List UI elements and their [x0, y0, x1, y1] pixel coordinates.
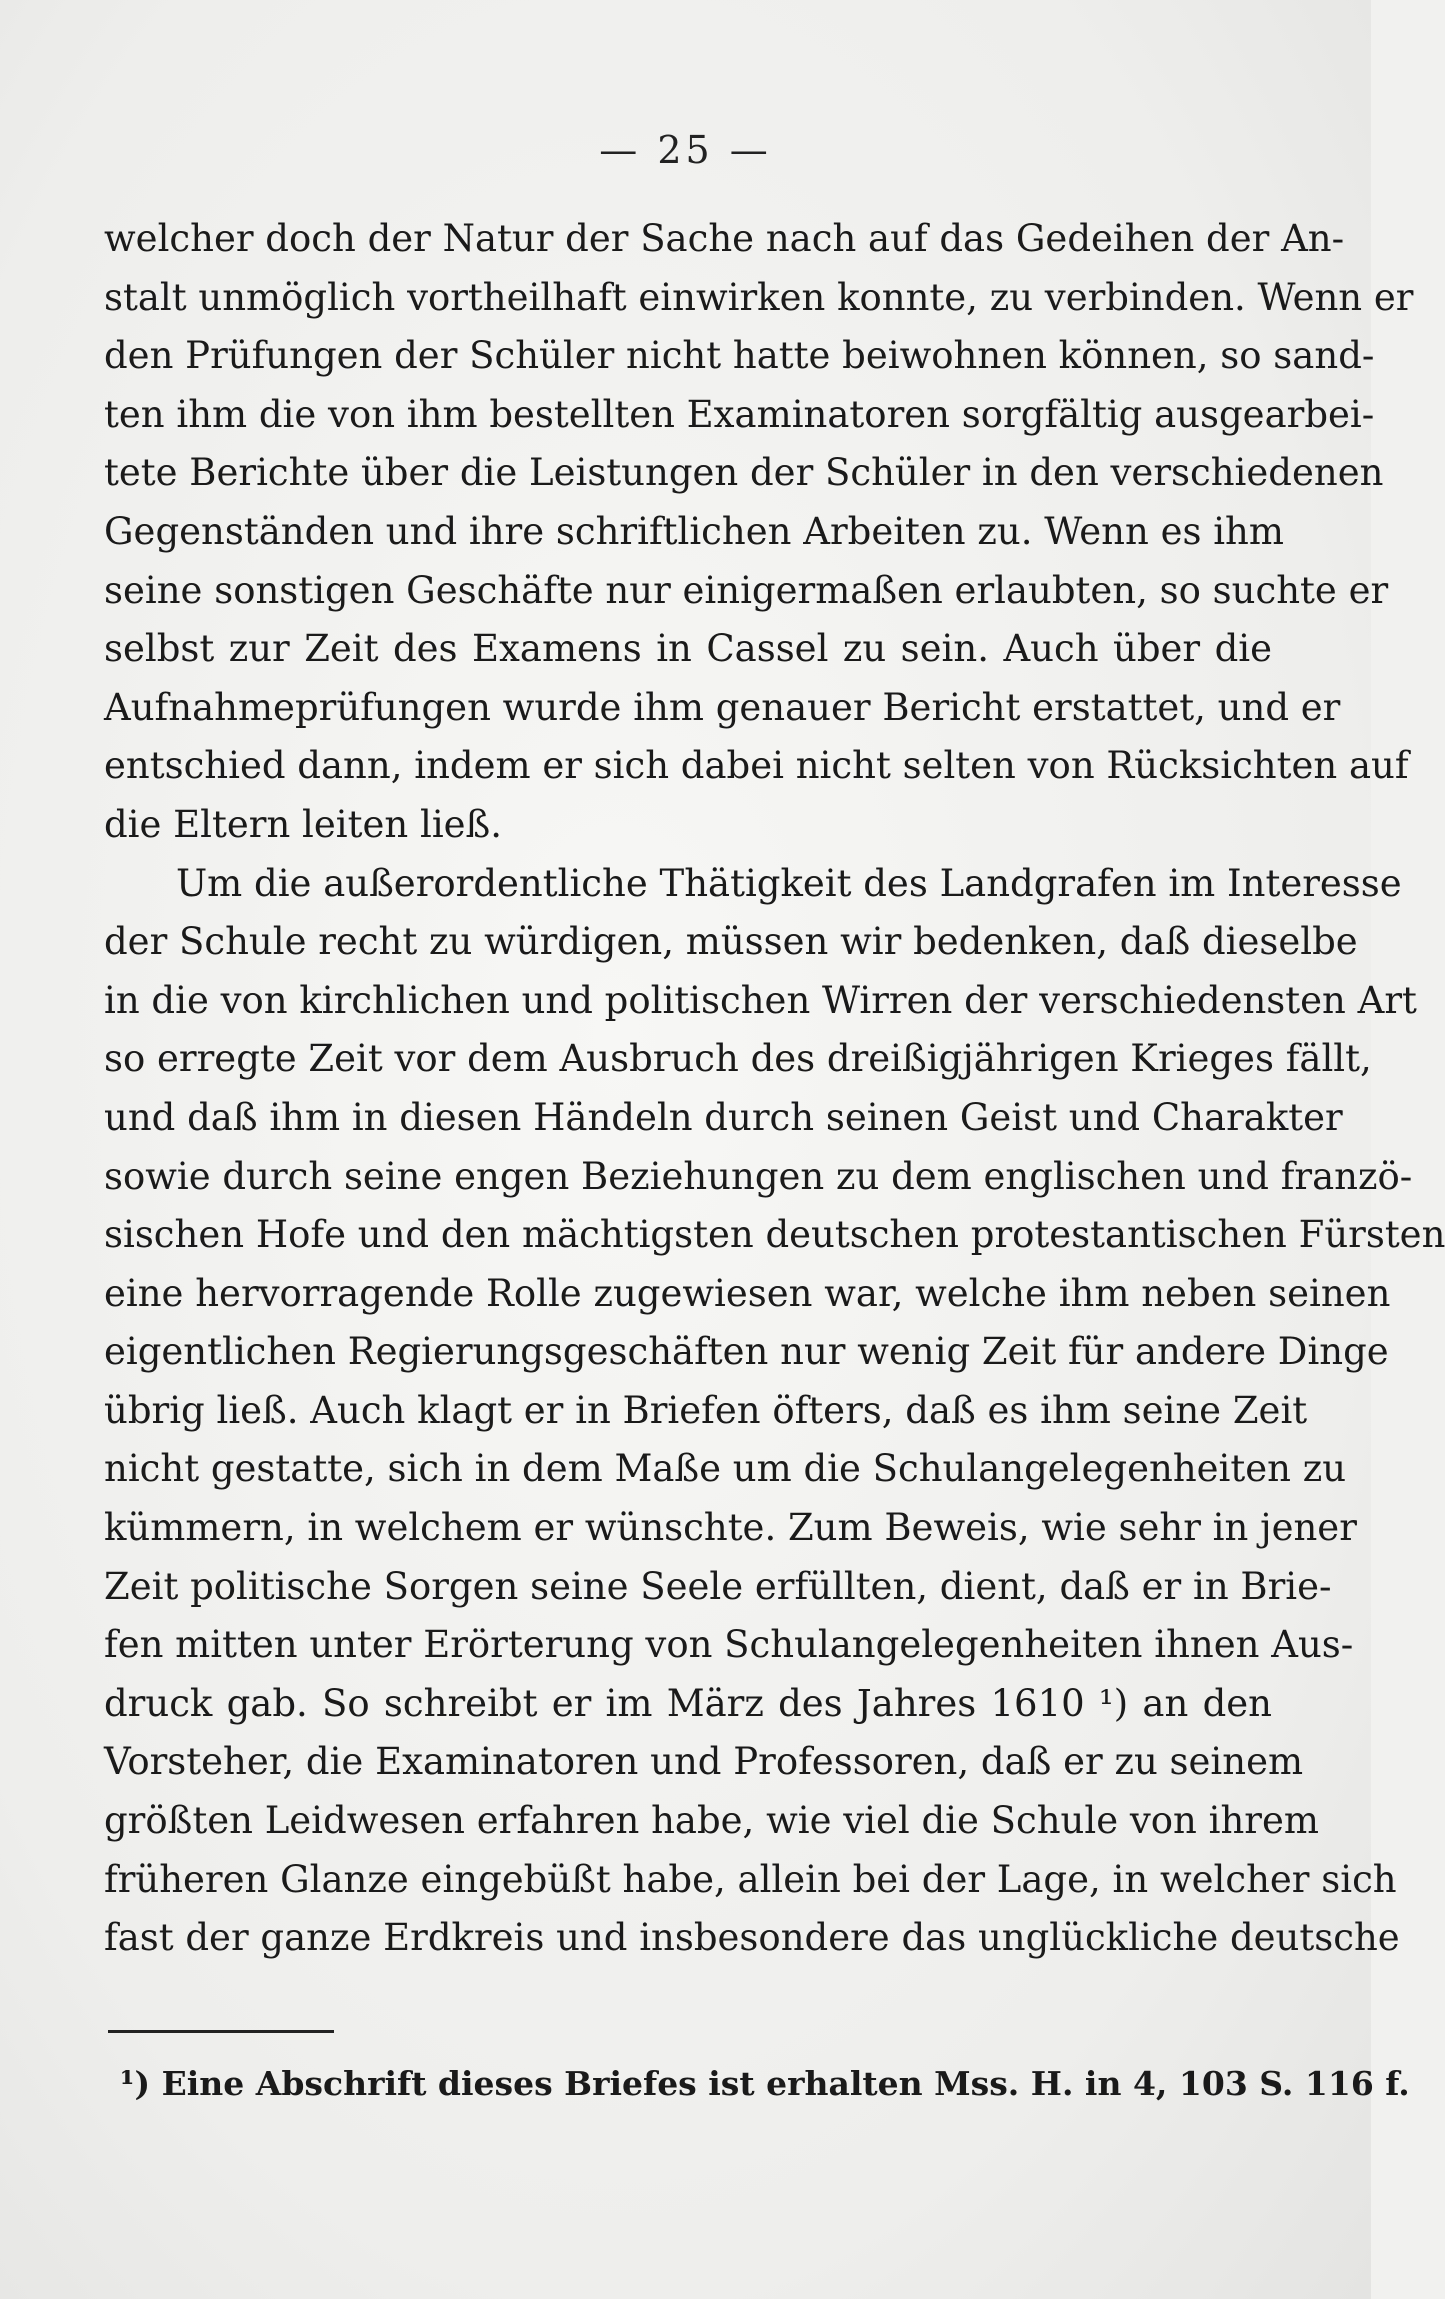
footnote-marker: ¹) [120, 2064, 151, 2103]
text-line: kümmern, in welchem er wünschte. Zum Beweis, wie sehr in jener [104, 1506, 1357, 1550]
text-line: Zeit politische Sorgen seine Seele erfüllten, dient, daß er in Brie- [104, 1564, 1332, 1608]
text-line: den Prüfungen der Schüler nicht hatte beiwohnen können, so sand- [104, 334, 1375, 378]
text-line: entschied dann, indem er sich dabei nicht selten von Rücksichten auf [104, 744, 1409, 788]
footnote-divider [108, 2030, 334, 2033]
text-line: Gegenständen und ihre schriftlichen Arbeiten zu. Wenn es ihm [104, 509, 1284, 553]
text-line: übrig ließ. Auch klagt er in Briefen öfters, daß es ihm seine Zeit [104, 1388, 1308, 1432]
page-number: — 25 — [599, 128, 772, 172]
text-line: größten Leidwesen erfahren habe, wie viel die Schule von ihrem [104, 1799, 1319, 1843]
text-line: eigentlichen Regierungsgeschäften nur wenig Zeit für andere Dinge [104, 1330, 1389, 1374]
text-line: fen mitten unter Erörterung von Schulangelegenheiten ihnen Aus- [104, 1623, 1354, 1667]
text-line: welcher doch der Natur der Sache nach auf das Gedeihen der An- [104, 217, 1345, 260]
text-line-paragraph-start: Um die außerordentliche Thätigkeit des Landgrafen im Interesse [176, 861, 1402, 905]
text-line: eine hervorragende Rolle zugewiesen war, welche ihm neben seinen [104, 1271, 1391, 1315]
text-line: der Schule recht zu würdigen, müssen wir bedenken, daß dieselbe [104, 920, 1358, 964]
text-line: so erregte Zeit vor dem Ausbruch des dreißigjährigen Krieges fällt, [104, 1037, 1372, 1081]
text-line: selbst zur Zeit des Examens in Cassel zu sein. Auch über die [104, 627, 1272, 671]
text-line: ten ihm die von ihm bestellten Examinatoren sorgfältig ausgearbei- [104, 392, 1375, 436]
text-line: nicht gestatte, sich in dem Maße um die Schulangelegenheiten zu [104, 1447, 1347, 1491]
footnote [120, 2062, 1410, 2106]
text-line: Aufnahmeprüfungen wurde ihm genauer Bericht erstattet, und er [104, 685, 1341, 729]
text-line: Vorsteher, die Examinatoren und Professoren, daß er zu seinem [104, 1740, 1304, 1784]
text-line: sischen Hofe und den mächtigsten deutschen protestantischen Fürsten [104, 1213, 1445, 1257]
footnote-text: Eine Abschrift dieses Briefes ist erhalten Mss. H. in 4, 103 S. 116 f. [161, 2064, 1410, 2103]
text-line: tete Berichte über die Leistungen der Schüler in den verschiedenen [104, 451, 1384, 495]
text-line: seine sonstigen Geschäfte nur einigermaßen erlaubten, so suchte er [104, 568, 1389, 612]
text-line: sowie durch seine engen Beziehungen zu dem englischen und franzö- [104, 1154, 1413, 1198]
text-line: und daß ihm in diesen Händeln durch seinen Geist und Charakter [104, 1095, 1343, 1139]
text-line: fast der ganze Erdkreis und insbesondere das unglückliche deutsche [104, 1916, 1400, 1960]
text-line: stalt unmöglich vortheilhaft einwirken konnte, zu verbinden. Wenn er [104, 275, 1414, 319]
text-line: früheren Glanze eingebüßt habe, allein bei der Lage, in welcher sich [104, 1857, 1397, 1901]
text-line: druck gab. So schreibt er im März des Jahres 1610 ¹) an den [104, 1681, 1272, 1725]
text-line: in die von kirchlichen und politischen Wirren der verschiedensten Art [104, 978, 1417, 1022]
body-text [104, 210, 1445, 1968]
text-line-paragraph-end: die Eltern leiten ließ. [104, 802, 503, 846]
